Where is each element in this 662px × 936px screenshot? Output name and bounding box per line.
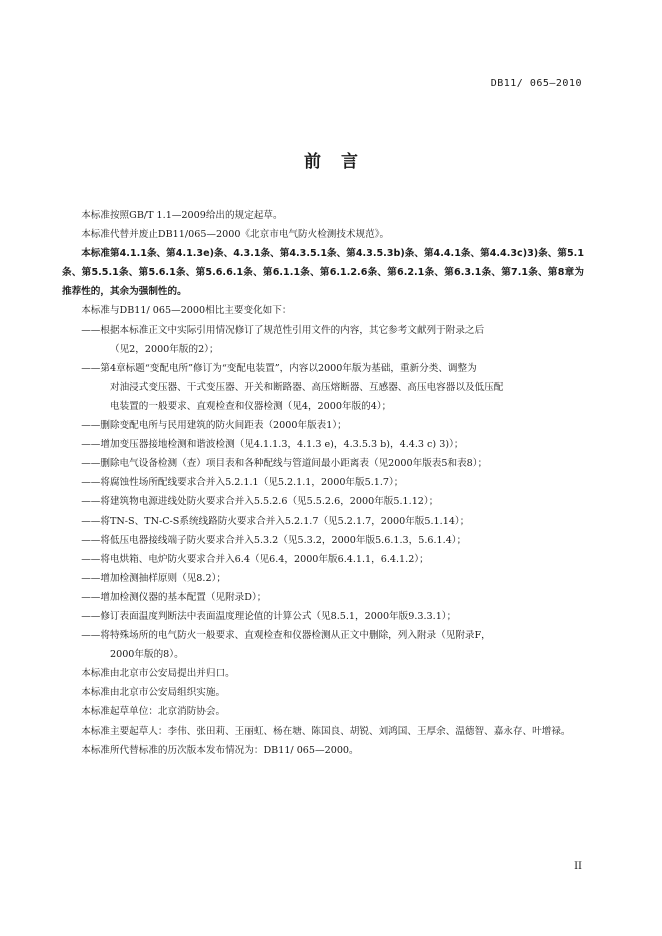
list-item-line: ——将特殊场所的电气防火一般要求、直观检查和仪器检测从正文中删除，列入附录（见附录F， <box>81 630 491 642</box>
list-item <box>62 321 584 359</box>
list-item <box>62 512 584 531</box>
list-item <box>62 626 584 664</box>
list-item-line: 2000年版的8）。 <box>109 649 184 661</box>
list-item-line: ——将腐蚀性场所配线要求合并入5.2.1.1（见5.2.1.1，2000年版5.1.7）； <box>81 477 404 489</box>
list-item <box>62 359 584 416</box>
changes-list <box>62 321 584 665</box>
list-item-line: 电装置的一般要求、直观检查和仪器检测（见4，2000年版的4）； <box>109 400 392 412</box>
document-code: DB11/ 065—2010 <box>490 78 582 89</box>
paragraph-drafting-rule: 本标准按照GB/T 1.1—2009给出的规定起草。 <box>81 210 283 221</box>
page-title <box>0 147 662 172</box>
paragraph-implementer: 本标准由北京市公安局组织实施。 <box>81 687 226 699</box>
list-item-line: ——增加变压器接地检测和谐波检测（见4.1.1.3，4.1.3 e)，4.3.5.3 b)，4.4.3 c) 3)）； <box>81 439 464 451</box>
list-item-line: ——删除电气设备检测（查）项目表和各种配线与管道间最小距离表（见2000年版表5和表8）； <box>81 458 488 470</box>
title-char-2: 言 <box>341 152 358 172</box>
paragraph-drafting-unit: 本标准起草单位：北京消防协会。 <box>81 706 226 718</box>
title-char-1: 前 <box>304 152 321 172</box>
list-item <box>62 588 584 607</box>
list-item <box>62 607 584 626</box>
list-item-line: ——增加检测仪器的基本配置（见附录D）； <box>81 591 267 603</box>
paragraph-version-history: 本标准所代替标准的历次版本发布情况为：DB11/ 065—2000。 <box>81 744 359 756</box>
list-item-line: ——将低压电器接线端子防火要求合并入5.3.2（见5.3.2，2000年版5.6.1.3，5.6.1.4）； <box>81 534 467 546</box>
paragraph-drafters: 本标准主要起草人：李伟、张田莉、王丽虹、杨在塘、陈国良、胡锐、刘鸿国、王厚余、温德智、嘉永存、叶增禄。 <box>81 725 571 737</box>
list-item-line: ——将电烘箱、电炉防火要求合并入6.4（见6.4，2000年版6.4.1.1，6.4.1.2）； <box>81 553 429 565</box>
page-number: II <box>574 861 582 872</box>
list-item-line: 对油浸式变压器、干式变压器、开关和断路器、高压熔断器、互感器、高压电容器以及低压配 <box>109 381 504 393</box>
list-item-line: ——将TN-S、TN-C-S系统线路防火要求合并入5.2.1.7（见5.2.1.7，2000年版5.1.14）； <box>81 515 470 527</box>
list-item <box>62 569 584 588</box>
list-item <box>62 492 584 511</box>
list-item-line: ——修订表面温度判断法中表面温度理论值的计算公式（见8.5.1，2000年版9.3.3.1）； <box>81 610 457 622</box>
list-item <box>62 416 584 435</box>
list-item <box>62 454 584 473</box>
list-item <box>62 435 584 454</box>
list-item-line: ——将建筑物电源进线处防火要求合并入5.5.2.6（见5.5.2.6，2000年版5.1.12）； <box>81 496 439 508</box>
list-item <box>62 473 584 492</box>
list-item-line: ——删除变配电所与民用建筑的防火间距表（2000年版表1）； <box>81 420 347 432</box>
paragraph-changes-intro: 本标准与DB11/ 065—2000相比主要变化如下： <box>81 305 292 317</box>
list-item-line: ——根据本标准正文中实际引用情况修订了规范性引用文件的内容，其它参考文献列于附录之后 <box>81 324 485 336</box>
foreword-body <box>62 206 584 760</box>
list-item <box>62 531 584 550</box>
list-item-line: ——第4章标题“变配电所”修订为“变配电装置”，内容以2000年版为基础，重新分类、调整为 <box>81 362 477 374</box>
paragraph-replacement: 本标准代替并废止DB11/065—2000《北京市电气防火检测技术规范》。 <box>81 229 390 241</box>
list-item-line: （见2，2000年版的2）； <box>109 343 219 355</box>
paragraph-proposer: 本标准由北京市公安局提出并归口。 <box>81 668 235 680</box>
list-item-line: ——增加检测抽样原则（见8.2）； <box>81 572 226 584</box>
list-item <box>62 550 584 569</box>
paragraph-recommended-clauses: 本标准第4.1.1条、第4.1.3e)条、4.3.1条、第4.3.5.1条、第4.3.5.3b)条、第4.4.1条、第4.4.3c)3)条、第5.1条、第5.5.1条、第5.6.1条、第5.6.6.1条、第6.1.1条、第6.1.2.6条、第6.2.1条、第6.3.1条、第7.1条、第8章为推荐性的，其余为强制性的。 <box>62 248 584 298</box>
